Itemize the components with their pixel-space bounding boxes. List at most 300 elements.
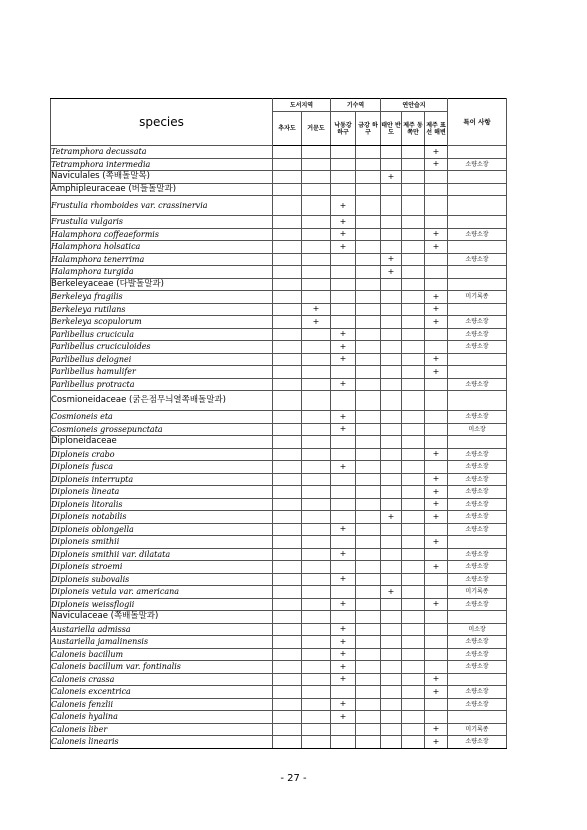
- table-row: [51, 611, 507, 624]
- note-cell: [448, 241, 507, 254]
- presence-cell: [402, 436, 425, 449]
- note-cell: [448, 216, 507, 229]
- table-row: [51, 511, 507, 524]
- site-header-geumgang: 금강 하구: [356, 112, 381, 146]
- presence-cell: [381, 241, 402, 254]
- presence-cell: [356, 436, 381, 449]
- species-name: Berkeleya fragilis: [51, 291, 273, 304]
- presence-cell: +: [381, 253, 402, 266]
- presence-cell: [331, 448, 356, 461]
- presence-cell: [425, 183, 448, 196]
- presence-cell: +: [331, 623, 356, 636]
- note-column-header: 특이 사항: [448, 99, 507, 146]
- presence-cell: [331, 536, 356, 549]
- group-header-estuary: 기수역: [331, 99, 381, 112]
- table-row: [51, 391, 507, 411]
- presence-cell: [402, 328, 425, 341]
- species-name: Austariella admissa: [51, 623, 273, 636]
- presence-cell: +: [425, 486, 448, 499]
- presence-cell: [402, 548, 425, 561]
- presence-cell: [273, 196, 302, 216]
- presence-cell: +: [425, 598, 448, 611]
- presence-cell: [302, 486, 331, 499]
- presence-cell: +: [331, 216, 356, 229]
- presence-cell: [302, 146, 331, 159]
- species-name: Diploneis crabo: [51, 448, 273, 461]
- presence-cell: [402, 316, 425, 329]
- presence-cell: [381, 498, 402, 511]
- presence-cell: [381, 391, 402, 411]
- species-name: Diploneis stroemi: [51, 561, 273, 574]
- presence-cell: [402, 586, 425, 599]
- presence-cell: [402, 411, 425, 424]
- presence-cell: [302, 511, 331, 524]
- presence-cell: [302, 196, 331, 216]
- table-row: [51, 171, 507, 184]
- table-row: [51, 253, 507, 266]
- presence-cell: [302, 241, 331, 254]
- presence-cell: [331, 736, 356, 749]
- presence-cell: +: [425, 316, 448, 329]
- table-row: [51, 461, 507, 474]
- presence-cell: [273, 611, 302, 624]
- presence-cell: [302, 661, 331, 674]
- presence-cell: [273, 523, 302, 536]
- presence-cell: [331, 511, 356, 524]
- presence-cell: [331, 611, 356, 624]
- presence-cell: [302, 328, 331, 341]
- presence-cell: [381, 598, 402, 611]
- table-row: [51, 436, 507, 449]
- presence-cell: [356, 611, 381, 624]
- presence-cell: [356, 241, 381, 254]
- table-row: [51, 183, 507, 196]
- presence-cell: [402, 366, 425, 379]
- presence-cell: +: [381, 266, 402, 279]
- presence-cell: [356, 573, 381, 586]
- presence-cell: [331, 183, 356, 196]
- presence-cell: [302, 736, 331, 749]
- presence-cell: [273, 291, 302, 304]
- presence-cell: [331, 278, 356, 291]
- presence-cell: [402, 636, 425, 649]
- presence-cell: [425, 196, 448, 216]
- table-row: [51, 196, 507, 216]
- species-column-header: species: [51, 99, 273, 146]
- presence-cell: +: [425, 241, 448, 254]
- presence-cell: [273, 536, 302, 549]
- presence-cell: [273, 711, 302, 724]
- presence-cell: [356, 448, 381, 461]
- presence-cell: +: [331, 328, 356, 341]
- presence-cell: [402, 686, 425, 699]
- table-row: [51, 216, 507, 229]
- table-row: [51, 158, 507, 171]
- presence-cell: [331, 473, 356, 486]
- presence-cell: [425, 171, 448, 184]
- table-row: [51, 316, 507, 329]
- presence-cell: [402, 391, 425, 411]
- presence-cell: [402, 228, 425, 241]
- presence-cell: +: [331, 648, 356, 661]
- presence-cell: [356, 598, 381, 611]
- presence-cell: [356, 673, 381, 686]
- note-cell: 소량소장: [448, 158, 507, 171]
- presence-cell: [273, 498, 302, 511]
- presence-cell: +: [331, 461, 356, 474]
- note-cell: 소량소장: [448, 598, 507, 611]
- presence-cell: [425, 328, 448, 341]
- presence-cell: [402, 216, 425, 229]
- note-cell: [448, 611, 507, 624]
- presence-cell: +: [331, 598, 356, 611]
- species-distribution-table: [50, 98, 507, 749]
- presence-cell: [273, 411, 302, 424]
- presence-cell: +: [331, 241, 356, 254]
- presence-cell: [381, 366, 402, 379]
- note-cell: 소량소장: [448, 736, 507, 749]
- presence-cell: [273, 598, 302, 611]
- presence-cell: [331, 486, 356, 499]
- presence-cell: [425, 461, 448, 474]
- presence-cell: +: [331, 341, 356, 354]
- family-name: Berkeleyaceae (다발돌말과): [51, 278, 273, 291]
- presence-cell: [381, 486, 402, 499]
- table-body: [51, 146, 507, 749]
- species-name: Parlibellus crucicula: [51, 328, 273, 341]
- species-name: Tetramphora intermedia: [51, 158, 273, 171]
- presence-cell: [381, 673, 402, 686]
- presence-cell: [402, 673, 425, 686]
- presence-cell: [302, 573, 331, 586]
- presence-cell: [273, 278, 302, 291]
- presence-cell: [356, 486, 381, 499]
- presence-cell: [381, 278, 402, 291]
- presence-cell: [425, 216, 448, 229]
- presence-cell: [381, 473, 402, 486]
- species-name: Diploneis subovalis: [51, 573, 273, 586]
- presence-cell: [381, 736, 402, 749]
- note-cell: 소량소장: [448, 378, 507, 391]
- group-header-coastal-wetland: 연안습지: [381, 99, 448, 112]
- presence-cell: [356, 648, 381, 661]
- presence-cell: [402, 158, 425, 171]
- presence-cell: [302, 611, 331, 624]
- note-cell: 소량소장: [448, 523, 507, 536]
- presence-cell: [356, 661, 381, 674]
- presence-cell: +: [425, 448, 448, 461]
- presence-cell: [381, 648, 402, 661]
- species-name: Berkeleya scopulorum: [51, 316, 273, 329]
- presence-cell: [402, 511, 425, 524]
- presence-cell: +: [425, 673, 448, 686]
- presence-cell: +: [331, 411, 356, 424]
- presence-cell: [331, 158, 356, 171]
- table-row: [51, 686, 507, 699]
- presence-cell: +: [425, 353, 448, 366]
- presence-cell: [356, 423, 381, 436]
- table-row: [51, 548, 507, 561]
- table-row: [51, 411, 507, 424]
- presence-cell: +: [425, 686, 448, 699]
- species-name: Berkeleya rutilans: [51, 303, 273, 316]
- species-name: Caloneis liber: [51, 723, 273, 736]
- note-cell: [448, 536, 507, 549]
- presence-cell: [402, 146, 425, 159]
- presence-cell: [402, 561, 425, 574]
- presence-cell: [273, 473, 302, 486]
- site-header-jeju-east: 제주 동쪽만: [402, 112, 425, 146]
- table-row: [51, 523, 507, 536]
- table-row: [51, 673, 507, 686]
- presence-cell: +: [302, 316, 331, 329]
- note-cell: 소량소장: [448, 316, 507, 329]
- presence-cell: [273, 511, 302, 524]
- presence-cell: [273, 241, 302, 254]
- family-name: Amphipleuraceae (버들돌말과): [51, 183, 273, 196]
- presence-cell: [273, 548, 302, 561]
- presence-cell: [302, 253, 331, 266]
- presence-cell: [381, 523, 402, 536]
- site-header-nakdong: 낙동강 하구: [331, 112, 356, 146]
- presence-cell: [302, 561, 331, 574]
- note-cell: 소량소장: [448, 411, 507, 424]
- presence-cell: [273, 436, 302, 449]
- note-cell: 소량소장: [448, 561, 507, 574]
- presence-cell: [425, 523, 448, 536]
- table-row: [51, 586, 507, 599]
- presence-cell: +: [381, 171, 402, 184]
- presence-cell: +: [331, 196, 356, 216]
- presence-cell: +: [425, 561, 448, 574]
- table-row: [51, 341, 507, 354]
- presence-cell: [402, 266, 425, 279]
- presence-cell: [381, 146, 402, 159]
- table-row: [51, 378, 507, 391]
- presence-cell: [331, 146, 356, 159]
- presence-cell: [356, 316, 381, 329]
- presence-cell: [302, 291, 331, 304]
- presence-cell: +: [331, 228, 356, 241]
- table-row: [51, 698, 507, 711]
- species-name: Parlibellus hamulifer: [51, 366, 273, 379]
- presence-cell: [273, 216, 302, 229]
- presence-cell: [302, 171, 331, 184]
- species-name: Caloneis excentrica: [51, 686, 273, 699]
- note-cell: 소량소장: [448, 253, 507, 266]
- note-cell: 소량소장: [448, 636, 507, 649]
- presence-cell: [356, 736, 381, 749]
- presence-cell: [302, 548, 331, 561]
- note-cell: 미소장: [448, 623, 507, 636]
- presence-cell: [356, 171, 381, 184]
- presence-cell: [302, 228, 331, 241]
- species-name: Halamphora turgida: [51, 266, 273, 279]
- site-header-taean: 태안 반도: [381, 112, 402, 146]
- presence-cell: [273, 158, 302, 171]
- presence-cell: [273, 661, 302, 674]
- presence-cell: [331, 686, 356, 699]
- presence-cell: [302, 686, 331, 699]
- table-row: [51, 303, 507, 316]
- presence-cell: [356, 378, 381, 391]
- presence-cell: [356, 253, 381, 266]
- presence-cell: [273, 698, 302, 711]
- note-cell: 소량소장: [448, 473, 507, 486]
- presence-cell: [302, 498, 331, 511]
- presence-cell: [402, 711, 425, 724]
- note-cell: [448, 711, 507, 724]
- presence-cell: [381, 411, 402, 424]
- presence-cell: [402, 196, 425, 216]
- presence-cell: [273, 353, 302, 366]
- presence-cell: [273, 366, 302, 379]
- family-name: Cosmioneidaceae (굵은점무늬열쪽배돌말과): [51, 391, 273, 411]
- presence-cell: [381, 436, 402, 449]
- species-name: Caloneis bacillum: [51, 648, 273, 661]
- presence-cell: [381, 303, 402, 316]
- presence-cell: [425, 423, 448, 436]
- note-cell: 소량소장: [448, 486, 507, 499]
- presence-cell: [425, 411, 448, 424]
- presence-cell: [302, 423, 331, 436]
- page-number: - 27 -: [280, 773, 307, 784]
- presence-cell: [402, 461, 425, 474]
- site-header-geomundo: 거문도: [302, 112, 331, 146]
- presence-cell: [381, 536, 402, 549]
- species-name: Diploneis smithii: [51, 536, 273, 549]
- presence-cell: [402, 536, 425, 549]
- presence-cell: +: [381, 586, 402, 599]
- presence-cell: [302, 158, 331, 171]
- presence-cell: [381, 573, 402, 586]
- presence-cell: [356, 158, 381, 171]
- family-name: Diploneidaceae: [51, 436, 273, 449]
- presence-cell: [381, 448, 402, 461]
- presence-cell: [402, 448, 425, 461]
- presence-cell: [356, 303, 381, 316]
- note-cell: 소량소장: [448, 573, 507, 586]
- species-name: Halamphora holsatica: [51, 241, 273, 254]
- note-cell: [448, 391, 507, 411]
- presence-cell: [425, 391, 448, 411]
- presence-cell: [381, 611, 402, 624]
- presence-cell: +: [331, 711, 356, 724]
- table-row: [51, 661, 507, 674]
- presence-cell: [402, 736, 425, 749]
- family-name: Naviculaceae (쪽배돌말과): [51, 611, 273, 624]
- order-name: Naviculales (쪽배돌말목): [51, 171, 273, 184]
- presence-cell: [381, 548, 402, 561]
- presence-cell: [381, 341, 402, 354]
- presence-cell: [356, 353, 381, 366]
- presence-cell: [425, 698, 448, 711]
- presence-cell: [425, 623, 448, 636]
- presence-cell: [402, 661, 425, 674]
- species-name: Halamphora tenerrima: [51, 253, 273, 266]
- presence-cell: +: [425, 511, 448, 524]
- presence-cell: [356, 278, 381, 291]
- presence-cell: [402, 611, 425, 624]
- presence-cell: [356, 196, 381, 216]
- presence-cell: [402, 253, 425, 266]
- presence-cell: [302, 711, 331, 724]
- presence-cell: [302, 523, 331, 536]
- presence-cell: [273, 391, 302, 411]
- presence-cell: [356, 473, 381, 486]
- presence-cell: [381, 228, 402, 241]
- presence-cell: [273, 561, 302, 574]
- presence-cell: [273, 146, 302, 159]
- presence-cell: [302, 266, 331, 279]
- presence-cell: [425, 573, 448, 586]
- species-name: Tetramphora decussata: [51, 146, 273, 159]
- presence-cell: [273, 648, 302, 661]
- presence-cell: +: [331, 698, 356, 711]
- presence-cell: [273, 636, 302, 649]
- presence-cell: +: [425, 303, 448, 316]
- species-name: Diploneis interrupta: [51, 473, 273, 486]
- presence-cell: [273, 228, 302, 241]
- table-row: [51, 648, 507, 661]
- note-cell: 미소장: [448, 423, 507, 436]
- species-name: Cosmioneis grossepunctata: [51, 423, 273, 436]
- presence-cell: [273, 586, 302, 599]
- presence-cell: [331, 266, 356, 279]
- presence-cell: [302, 216, 331, 229]
- presence-cell: [402, 573, 425, 586]
- table-row: [51, 423, 507, 436]
- presence-cell: [402, 291, 425, 304]
- note-cell: 소량소장: [448, 341, 507, 354]
- presence-cell: [402, 183, 425, 196]
- presence-cell: [425, 548, 448, 561]
- presence-cell: [402, 278, 425, 291]
- presence-cell: +: [331, 523, 356, 536]
- presence-cell: [356, 698, 381, 711]
- presence-cell: [356, 686, 381, 699]
- species-name: Frustulia vulgaris: [51, 216, 273, 229]
- presence-cell: [302, 341, 331, 354]
- table-row: [51, 636, 507, 649]
- presence-cell: [273, 266, 302, 279]
- presence-cell: [381, 378, 402, 391]
- presence-cell: [331, 316, 356, 329]
- species-name: Cosmioneis eta: [51, 411, 273, 424]
- table-row: [51, 473, 507, 486]
- presence-cell: [273, 461, 302, 474]
- presence-cell: [273, 686, 302, 699]
- presence-cell: [381, 316, 402, 329]
- note-cell: 소량소장: [448, 228, 507, 241]
- presence-cell: [356, 498, 381, 511]
- presence-cell: [381, 328, 402, 341]
- presence-cell: [273, 183, 302, 196]
- note-cell: [448, 266, 507, 279]
- presence-cell: [273, 316, 302, 329]
- presence-cell: [356, 228, 381, 241]
- table-row: [51, 241, 507, 254]
- presence-cell: [402, 341, 425, 354]
- presence-cell: [273, 423, 302, 436]
- presence-cell: [331, 253, 356, 266]
- presence-cell: [302, 436, 331, 449]
- species-name: Halamphora coffeaeformis: [51, 228, 273, 241]
- site-header-jeju-pyoseon: 제주 표선 해변: [425, 112, 448, 146]
- table-row: [51, 228, 507, 241]
- presence-cell: +: [425, 473, 448, 486]
- presence-cell: [356, 636, 381, 649]
